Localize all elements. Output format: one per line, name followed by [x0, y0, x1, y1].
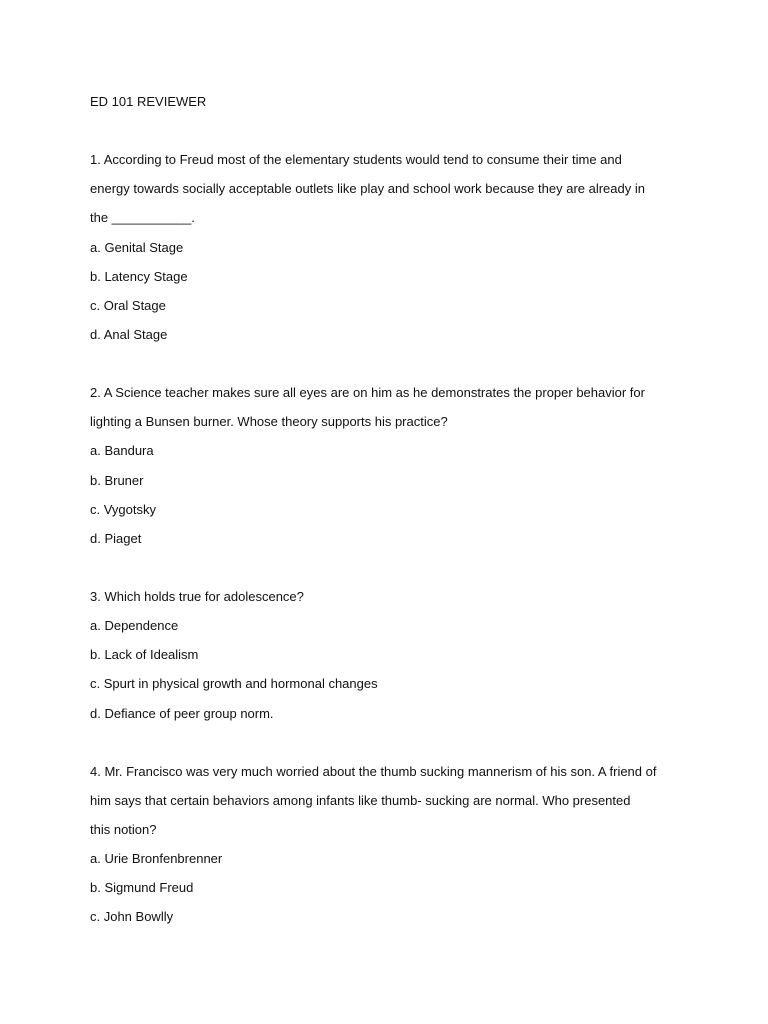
question-4-text-line-3: this notion? [90, 822, 157, 837]
question-1-option-a: a. Genital Stage [90, 240, 184, 255]
question-4-option-a: a. Urie Bronfenbrenner [90, 851, 223, 866]
question-4-text-line-1: 4. Mr. Francisco was very much worried about the thumb sucking mannerism of his son. A friend of [90, 764, 657, 779]
question-4-option-c: c. John Bowlly [90, 909, 174, 924]
question-1-text-line-2: energy towards socially acceptable outlets like play and school work because they are already in [90, 181, 645, 196]
question-3-option-a: a. Dependence [90, 618, 179, 633]
document-title: ED 101 REVIEWER [90, 94, 207, 109]
question-3-option-c: c. Spurt in physical growth and hormonal changes [90, 676, 378, 691]
question-1-option-c: c. Oral Stage [90, 298, 166, 313]
question-4-option-b: b. Sigmund Freud [90, 880, 194, 895]
question-2-option-a: a. Bandura [90, 443, 154, 458]
question-2-text-line-1: 2. A Science teacher makes sure all eyes are on him as he demonstrates the proper behavior for [90, 385, 645, 400]
question-2-text-line-2: lighting a Bunsen burner. Whose theory supports his practice? [90, 414, 448, 429]
question-3-option-b: b. Lack of Idealism [90, 647, 199, 662]
question-2-option-c: c. Vygotsky [90, 502, 156, 517]
question-2-option-d: d. Piaget [90, 531, 142, 546]
question-3-text-line-1: 3. Which holds true for adolescence? [90, 589, 304, 604]
question-1-text-line-3: the ___________. [90, 210, 195, 225]
question-4-text-line-2: him says that certain behaviors among infants like thumb- sucking are normal. Who presented [90, 793, 631, 808]
question-1-option-d: d. Anal Stage [90, 327, 168, 342]
question-1-text-line-1: 1. According to Freud most of the elementary students would tend to consume their time and [90, 152, 622, 167]
question-3-option-d: d. Defiance of peer group norm. [90, 706, 274, 721]
question-2-option-b: b. Bruner [90, 473, 144, 488]
question-1-option-b: b. Latency Stage [90, 269, 188, 284]
